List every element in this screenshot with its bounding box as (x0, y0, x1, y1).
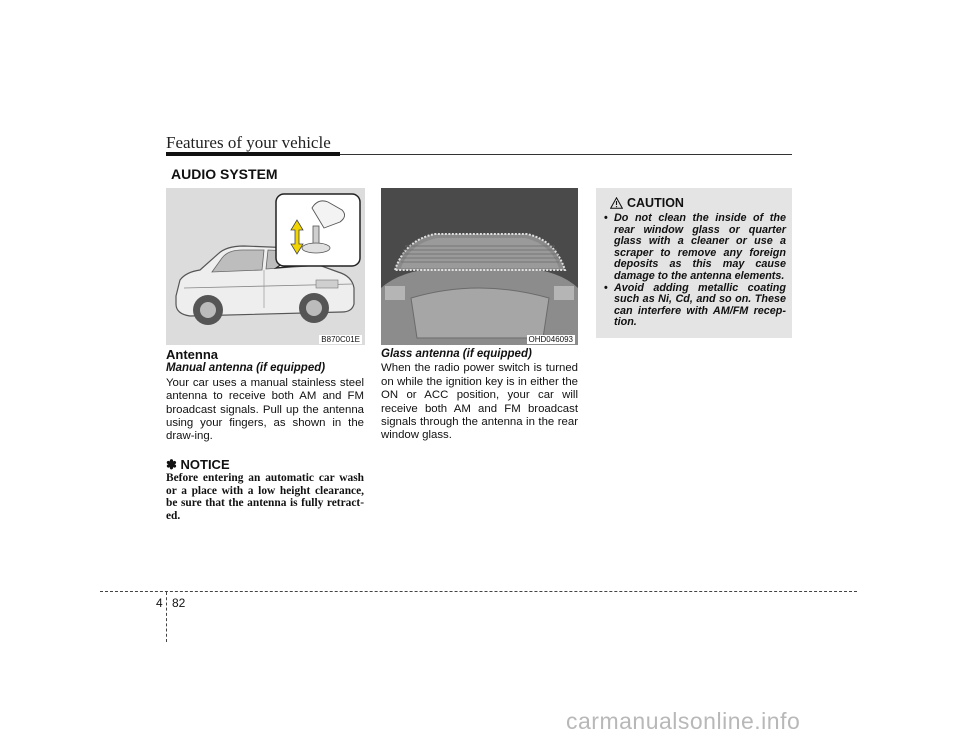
header-bar (166, 152, 340, 156)
chapter-number: 4 (156, 596, 163, 610)
caution-item: • Do not clean the inside of the rear window glass or quarter glass with a cleaner or use a scraper to remove any foreign deposits as this may cause damage to the antenna elements. (604, 213, 786, 283)
caution-title: CAUTION (627, 196, 684, 210)
caution-box (596, 188, 792, 338)
page-number: 82 (172, 596, 186, 610)
glass-antenna-illustration (381, 188, 578, 345)
notice-text: Before entering an automatic car wash or a place with a low height clearance, be sure that the antenna is fully retract-ed. (166, 472, 364, 523)
rear-window-drawing (381, 188, 578, 345)
footer-rule (100, 591, 857, 592)
caution-item: • Avoid adding metallic coating such as Ni, Cd, and so on. These can interfere with AM/FM recep-tion. (604, 283, 786, 329)
manual-antenna-subheading: Manual antenna (if equipped) (166, 362, 326, 375)
notice-title: ✽ NOTICE (166, 456, 230, 472)
footer-divider (166, 592, 167, 642)
caution-heading (610, 196, 684, 210)
watermark: carmanualsonline.info (566, 708, 801, 734)
glass-antenna-subheading: Glass antenna (if equipped) (381, 348, 532, 360)
sedan-drawing (166, 188, 365, 345)
antenna-heading: Antenna (166, 347, 218, 362)
manual-antenna-illustration (166, 188, 365, 345)
figure-code: B870C01E (321, 335, 360, 344)
page-header-title: Features of your vehicle (166, 133, 331, 152)
figure-code: OHD046093 (528, 335, 573, 344)
glass-antenna-column (381, 348, 578, 443)
glass-antenna-text: When the radio power switch is turned on while the ignition key is in either the ON or ACC position, your car will receive both AM and FM broadcast signals through the antenna in the rear window glass. (381, 362, 578, 442)
manual-antenna-column (166, 348, 364, 523)
header-rule (340, 154, 792, 155)
warning-triangle-icon (610, 197, 623, 209)
caution-list (604, 213, 786, 329)
section-title: AUDIO SYSTEM (171, 166, 278, 182)
manual-antenna-text: Your car uses a manual stainless steel antenna to receive both AM and FM broadcast signals. Pull up the antenna using your fingers, as shown in the draw-ing. (166, 376, 364, 443)
